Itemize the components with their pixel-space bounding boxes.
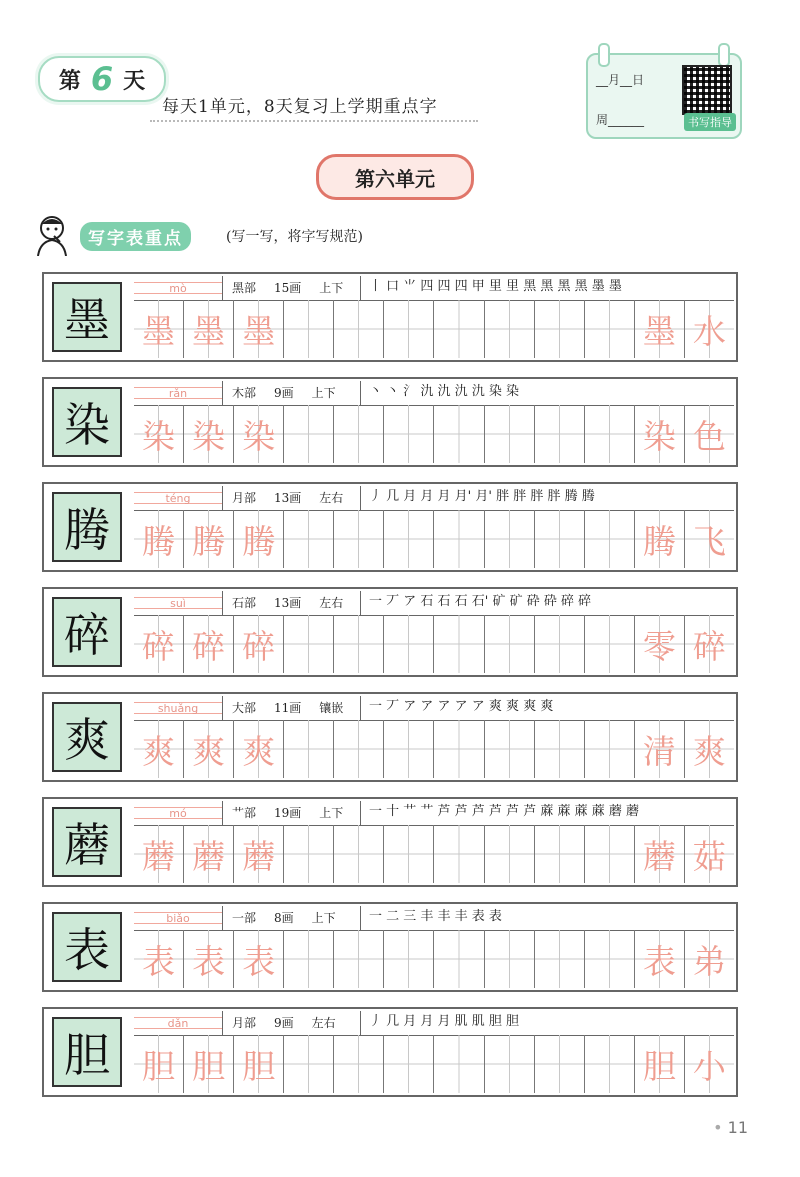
day-suffix: 天 [123,68,146,94]
practice-cell[interactable] [383,1035,433,1093]
stroke-count: 11画 [274,701,302,715]
trace-cell[interactable]: 染 [233,405,283,463]
radical: 石部 [232,596,257,610]
info-strip [134,276,734,301]
stroke-order: 一 十 艹 艹 芦 芦 芦 芦 芦 芦 蔴 蔴 蔴 蔴 蘑 蘑 [360,801,734,825]
practice-cell[interactable] [433,1035,483,1093]
practice-cell[interactable] [383,825,433,883]
trace-cell[interactable]: 表 [134,930,183,988]
stroke-order: 一 丆 ア ア ア ア ア 爽 爽 爽 爽 [360,696,734,720]
trace-cell[interactable]: 飞 [684,510,734,568]
practice-cell[interactable] [534,615,584,673]
pinyin-field[interactable]: rǎn [134,381,223,405]
practice-cell[interactable] [283,825,333,883]
trace-cell[interactable]: 胆 [134,1035,183,1093]
trace-cell[interactable]: 碎 [183,615,233,673]
radical: 木部 [232,386,257,400]
pinyin-field[interactable]: mò [134,276,223,300]
practice-grid [134,930,734,988]
trace-cell[interactable]: 腾 [134,510,183,568]
model-character: 墨 [52,282,122,352]
divider [150,120,478,122]
practice-grid [134,510,734,568]
character-row [42,692,738,782]
practice-cell[interactable] [383,510,433,568]
trace-cell[interactable]: 零 [634,615,684,673]
practice-cell[interactable] [534,510,584,568]
structure: 左右 [319,596,344,610]
stroke-count: 19画 [274,806,302,820]
section-note: (写一写，将字写规范) [226,229,363,245]
character-info [232,1014,354,1031]
stroke-order: 一 二 三 丰 丰 丰 表 表 [360,906,734,930]
practice-cell[interactable] [283,720,333,778]
practice-cell[interactable] [283,405,333,463]
structure: 上下 [319,806,344,820]
practice-cell[interactable] [283,1035,333,1093]
practice-cell[interactable] [283,300,333,358]
trace-cell[interactable]: 表 [634,930,684,988]
practice-cell[interactable] [584,825,634,883]
structure: 上下 [319,281,344,295]
trace-cell[interactable]: 爽 [684,720,734,778]
trace-cell[interactable]: 染 [183,405,233,463]
practice-cell[interactable] [484,615,534,673]
practice-cell[interactable] [333,825,383,883]
pinyin-field[interactable]: dǎn [134,1011,223,1035]
model-character: 胆 [52,1017,122,1087]
practice-cell[interactable] [433,510,483,568]
qr-code-icon[interactable] [682,65,732,115]
ring-icon [718,43,730,67]
practice-cell[interactable] [433,405,483,463]
day-prefix: 第 [58,68,81,94]
practice-cell[interactable] [584,930,634,988]
trace-cell[interactable]: 爽 [233,720,283,778]
trace-cell[interactable]: 腾 [634,510,684,568]
info-strip [134,696,734,721]
practice-cell[interactable] [283,510,333,568]
info-strip [134,801,734,826]
trace-cell[interactable]: 染 [134,405,183,463]
radical: 月部 [232,1016,257,1030]
practice-cell[interactable] [584,405,634,463]
character-row [42,797,738,887]
trace-cell[interactable]: 墨 [134,300,183,358]
character-info [232,909,354,926]
practice-cell[interactable] [584,300,634,358]
practice-cell[interactable] [484,1035,534,1093]
practice-cell[interactable] [484,510,534,568]
practice-grid [134,825,734,883]
character-row [42,272,738,362]
stroke-order: 丶 丶 氵 氿 氿 氿 氿 染 染 [360,381,734,405]
practice-cell[interactable] [534,405,584,463]
trace-cell[interactable]: 表 [183,930,233,988]
radical: 大部 [232,701,257,715]
practice-cell[interactable] [383,405,433,463]
practice-cell[interactable] [383,615,433,673]
info-strip [134,486,734,511]
practice-cell[interactable] [584,510,634,568]
practice-cell[interactable] [383,720,433,778]
trace-cell[interactable]: 胆 [183,1035,233,1093]
practice-cell[interactable] [534,1035,584,1093]
unit-title: 第六单元 [316,154,474,200]
trace-cell[interactable]: 蘑 [134,825,183,883]
trace-cell[interactable]: 水 [684,300,734,358]
practice-cell[interactable] [333,720,383,778]
stroke-count: 13画 [274,491,302,505]
character-info [232,279,361,296]
practice-cell[interactable] [534,825,584,883]
practice-cell[interactable] [484,930,534,988]
trace-cell[interactable]: 小 [684,1035,734,1093]
trace-cell[interactable]: 爽 [183,720,233,778]
model-character: 爽 [52,702,122,772]
character-info [232,699,361,716]
trace-cell[interactable]: 腾 [183,510,233,568]
trace-cell[interactable]: 碎 [134,615,183,673]
practice-cell[interactable] [283,615,333,673]
stroke-order: 丿 几 月 月 月 肌 肌 胆 胆 [360,1011,734,1035]
practice-grid [134,1035,734,1093]
day-number: 6 [90,60,114,98]
trace-cell[interactable]: 胆 [233,1035,283,1093]
radical: 月部 [232,491,257,505]
practice-cell[interactable] [433,615,483,673]
section-tag: 写字表重点 [80,222,191,251]
info-strip [134,1011,734,1036]
date-line: __月__日 [596,73,645,87]
structure: 左右 [319,491,344,505]
character-row [42,377,738,467]
trace-cell[interactable]: 墨 [634,300,684,358]
structure: 上下 [311,386,336,400]
practice-cell[interactable] [433,300,483,358]
practice-cell[interactable] [333,1035,383,1093]
pinyin-field[interactable]: téng [134,486,223,510]
structure: 左右 [311,1016,336,1030]
practice-cell[interactable] [534,930,584,988]
trace-cell[interactable]: 蘑 [233,825,283,883]
practice-cell[interactable] [484,300,534,358]
practice-cell[interactable] [433,825,483,883]
trace-cell[interactable]: 墨 [233,300,283,358]
character-info [232,804,361,821]
practice-cell[interactable] [584,720,634,778]
pinyin-field[interactable]: shuǎng [134,696,223,720]
structure: 上下 [311,911,336,925]
practice-grid [134,615,734,673]
structure: 镶嵌 [319,701,344,715]
stroke-count: 13画 [274,596,302,610]
practice-cell[interactable] [333,405,383,463]
practice-cell[interactable] [534,300,584,358]
practice-cell[interactable] [383,300,433,358]
stroke-count: 15画 [274,281,302,295]
practice-cell[interactable] [433,930,483,988]
character-row [42,587,738,677]
trace-cell[interactable]: 表 [233,930,283,988]
trace-cell[interactable]: 弟 [684,930,734,988]
character-info [232,594,361,611]
model-character: 染 [52,387,122,457]
date-box [586,53,742,139]
pinyin-field[interactable]: suì [134,591,223,615]
day-badge [38,56,166,102]
info-strip [134,381,734,406]
pinyin-field[interactable]: mó [134,801,223,825]
model-character: 表 [52,912,122,982]
stroke-order: 丨 口 ⺌ 四 四 四 甲 里 里 黑 黑 黑 黑 墨 墨 [360,276,734,300]
practice-cell[interactable] [333,930,383,988]
practice-grid [134,720,734,778]
week-line: 周______ [596,113,645,127]
trace-cell[interactable]: 蘑 [634,825,684,883]
trace-cell[interactable]: 墨 [183,300,233,358]
stroke-count: 9画 [274,386,294,400]
character-row [42,482,738,572]
page-number: • 11 [713,1118,748,1137]
practice-cell[interactable] [433,720,483,778]
trace-cell[interactable]: 菇 [684,825,734,883]
practice-cell[interactable] [484,825,534,883]
trace-cell[interactable]: 碎 [233,615,283,673]
info-strip [134,906,734,931]
practice-grid [134,405,734,463]
info-strip [134,591,734,616]
character-info [232,489,361,506]
practice-cell[interactable] [383,930,433,988]
radical: 艹部 [232,806,257,820]
practice-grid [134,300,734,358]
ring-icon [598,43,610,67]
stroke-count: 8画 [274,911,294,925]
trace-cell[interactable]: 碎 [684,615,734,673]
practice-cell[interactable] [534,720,584,778]
trace-cell[interactable]: 清 [634,720,684,778]
subtitle: 每天1单元，8天复习上学期重点字 [162,97,438,117]
stroke-order: 丿 几 月 月 月 月' 月' 胖 胖 胖 胖 腾 腾 [360,486,734,510]
model-character: 碎 [52,597,122,667]
pinyin-field[interactable]: biǎo [134,906,223,930]
radical: 一部 [232,911,257,925]
model-character: 腾 [52,492,122,562]
practice-cell[interactable] [584,1035,634,1093]
qr-label: 书写指导 [684,113,736,131]
character-info [232,384,354,401]
radical: 黑部 [232,281,257,295]
practice-cell[interactable] [584,615,634,673]
practice-cell[interactable] [484,405,534,463]
trace-cell[interactable]: 胆 [634,1035,684,1093]
model-character: 蘑 [52,807,122,877]
practice-cell[interactable] [333,300,383,358]
trace-cell[interactable]: 色 [684,405,734,463]
trace-cell[interactable]: 腾 [233,510,283,568]
section-header [30,212,450,256]
practice-cell[interactable] [333,615,383,673]
stroke-count: 9画 [274,1016,294,1030]
practice-cell[interactable] [484,720,534,778]
practice-cell[interactable] [333,510,383,568]
child-thinking-icon [30,212,74,256]
character-row [42,902,738,992]
trace-cell[interactable]: 爽 [134,720,183,778]
trace-cell[interactable]: 蘑 [183,825,233,883]
practice-cell[interactable] [283,930,333,988]
trace-cell[interactable]: 染 [634,405,684,463]
stroke-order: 一 丆 ア 石 石 石 石' 矿 矿 砕 砕 碎 碎 [360,591,734,615]
character-row [42,1007,738,1097]
